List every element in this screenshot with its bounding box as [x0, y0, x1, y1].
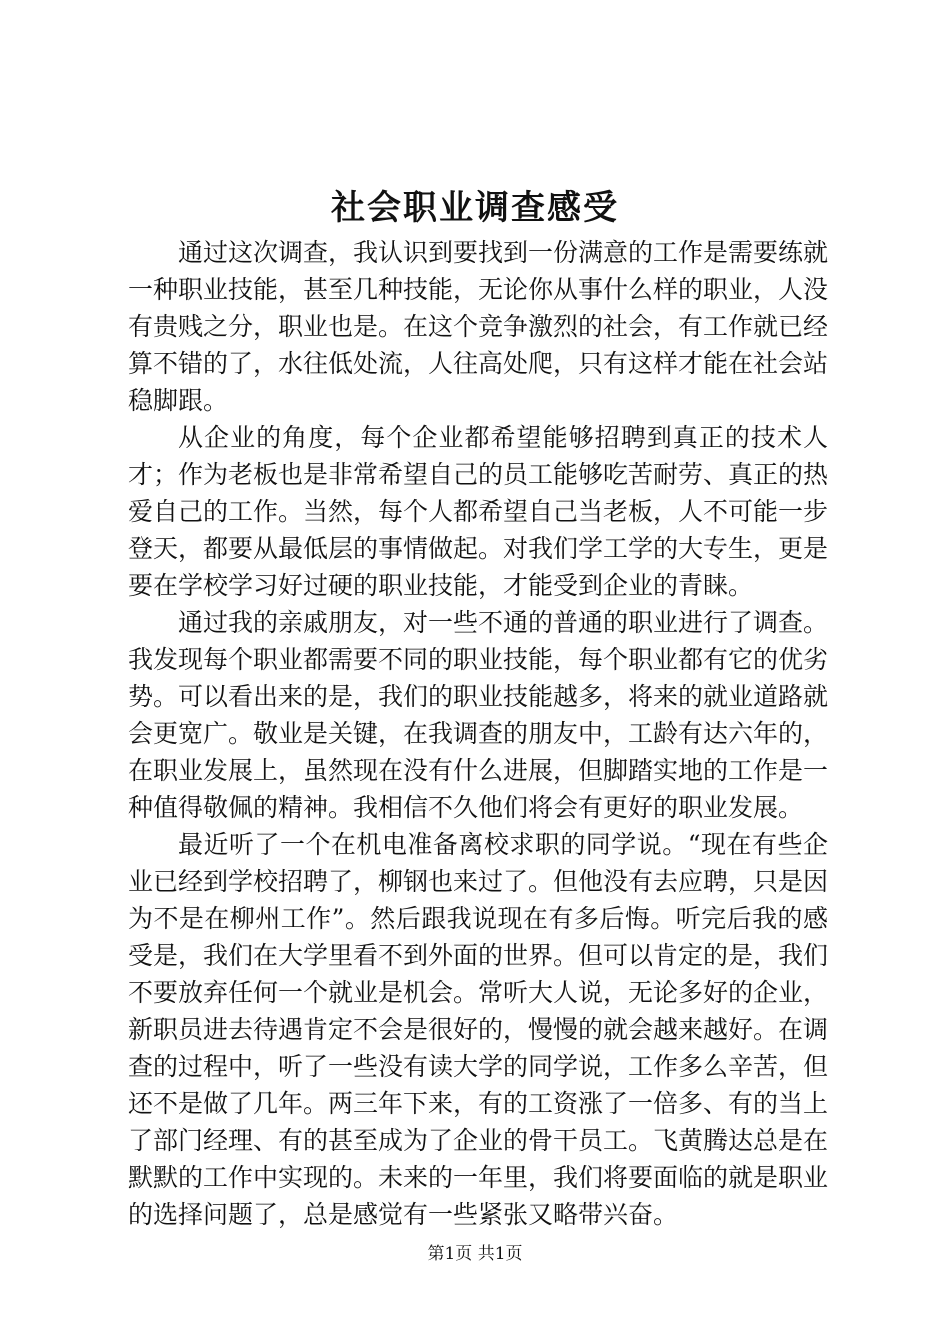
document-body: [128, 234, 828, 1233]
paragraph-3: 通过我的亲戚朋友，对一些不通的普通的职业进行了调查。我发现每个职业都需要不同的职业技能，每个职业都有它的优劣势。可以看出来的是，我们的职业技能越多，将来的就业道路就会更宽广。敬业是关键，在我调查的朋友中，工龄有达六年的，在职业发展上，虽然现在没有什么进展，但脚踏实地的工作是一种值得敬佩的精神。我相信不久他们将会有更好的职业发展。: [128, 608, 829, 822]
paragraph-4: 最近听了一个在机电准备离校求职的同学说。“现在有些企业已经到学校招聘了，柳钢也来过了。但他没有去应聘，只是因为不是在柳州工作”。然后跟我说现在有多后悔。听完后我的感受是，我们在大学里看不到外面的世界。但可以肯定的是，我们不要放弃任何一个就业是机会。常听大人说，无论多好的企业，新职员进去待遇肯定不会是很好的，慢慢的就会越来越好。在调查的过程中，听了一些没有读大学的同学说，工作多么辛苦，但还不是做了几年。两三年下来，有的工资涨了一倍多、有的当上了部门经理、有的甚至成为了企业的骨干员工。飞黄腾达总是在默默的工作中实现的。未来的一年里，我们将要面临的就是职业的选择问题了，总是感觉有一些紧张又略带兴奋。: [128, 830, 829, 1229]
paragraph-2: 从企业的角度，每个企业都希望能够招聘到真正的技术人才；作为老板也是非常希望自己的员工能够吃苦耐劳、真正的热爱自己的工作。当然，每个人都希望自己当老板，人不可能一步登天，都要从最低层的事情做起。对我们学工学的大专生，更是要在学校学习好过硬的职业技能，才能受到企业的青睐。: [128, 423, 829, 600]
document-title: 社会职业调查感受: [331, 188, 619, 228]
paragraph-1: 通过这次调查，我认识到要找到一份满意的工作是需要练就一种职业技能，甚至几种技能，无论你从事什么样的职业，人没有贵贱之分，职业也是。在这个竞争激烈的社会，有工作就已经算不错的了，水往低处流，人往高处爬，只有这样才能在社会站稳脚跟。: [128, 238, 829, 415]
page-footer: 第1页 共1页: [427, 1244, 523, 1264]
